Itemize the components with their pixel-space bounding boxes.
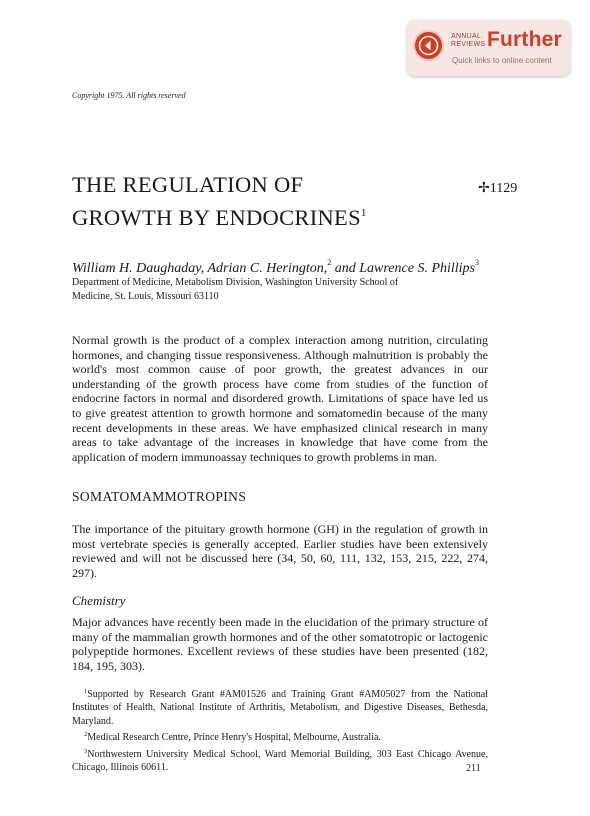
affiliation-line-1: Department of Medicine, Metabolism Division, Washington University School of <box>72 277 399 288</box>
annual-reviews-further-badge[interactable] <box>407 20 570 76</box>
footnote-2-text: Medical Research Centre, Prince Henry's Hospital, Melbourne, Australia. <box>87 732 381 744</box>
title-footnote-mark: 1 <box>360 207 367 219</box>
title-line-1: THE REGULATION OF <box>72 172 304 197</box>
author-list <box>72 258 479 277</box>
article-title <box>72 171 402 232</box>
footnote-3 <box>72 745 488 775</box>
badge-further-label: Further <box>487 28 562 51</box>
page-number: 211 <box>466 763 481 774</box>
section-heading: SOMATOMAMMOTROPINS <box>72 489 247 504</box>
footnote-3-mark: 3 <box>84 747 88 755</box>
affiliation-line-2: Medicine, St. Louis, Missouri 63110 <box>72 291 219 302</box>
affiliation <box>72 276 492 304</box>
copyright-notice: Copyright 1975. All rights reserved <box>72 91 186 100</box>
article-code: ✢1129 <box>478 181 518 196</box>
author-names-2: and Lawrence S. Phillips <box>331 261 476 276</box>
author-mark-2: 2 <box>327 258 332 267</box>
badge-publisher-label: ANNUAL REVIEWS <box>451 33 486 48</box>
footnote-2 <box>72 728 488 744</box>
badge-quick-links-label: Quick links to online content <box>452 56 552 65</box>
footnote-1-text: Supported by Research Grant #AM01526 and Training Grant #AM05027 from the National Institutes of Health, National Institute of Arthritis, Metabolism, and Digestive Diseases, Bethesda, Maryland. <box>72 689 488 727</box>
author-mark-3: 3 <box>475 258 480 267</box>
footnote-1-mark: 1 <box>84 688 88 695</box>
footnote-1 <box>72 685 488 728</box>
title-line-2: GROWTH BY ENDOCRINES <box>72 205 361 230</box>
author-names-1: William H. Daughaday, Adrian C. Herington, <box>72 261 328 276</box>
footnote-2-mark: 2 <box>84 731 88 739</box>
footnote-3-text: Northwestern University Medical School, Ward Memorial Building, 303 East Chicago Avenue, Chicago, Illinois 60611. <box>72 748 488 774</box>
subsection-heading: Chemistry <box>72 593 126 608</box>
footnotes <box>72 685 488 774</box>
chemistry-paragraph: Major advances have recently been made in the elucidation of the primary structure of many of the mammalian growth hormones and of the other somatotropic or lactogenic polypeptide hormones. Excellent reviews of these studies have been presented (182, 184, 195, 303). <box>72 615 488 673</box>
section-paragraph: The importance of the pituitary growth hormone (GH) in the regulation of growth in most vertebrate species is generally accepted. Earlier studies have been extensively reviewed and will not be discussed here (34, 50, 60, 111, 132, 153, 215, 222, 274, 297). <box>72 522 488 580</box>
intro-paragraph: Normal growth is the product of a complex interaction among nutrition, circulating hormones, and changing tissue responsiveness. Although malnutrition is probably the world's most common cause of poor growth, the greatest advances in our understanding of the growth process have come from studies of the function of endocrine factors in normal and disordered growth. Limitations of space have led us to give greatest attention to growth hormone and somatomedin because of the many recent developments in these areas. We have emphasized clinical research in many areas to take advantage of the increases in knowledge that have come from the application of modern immunoassay techniques to growth problems in man. <box>72 333 488 464</box>
play-icon <box>415 32 442 59</box>
